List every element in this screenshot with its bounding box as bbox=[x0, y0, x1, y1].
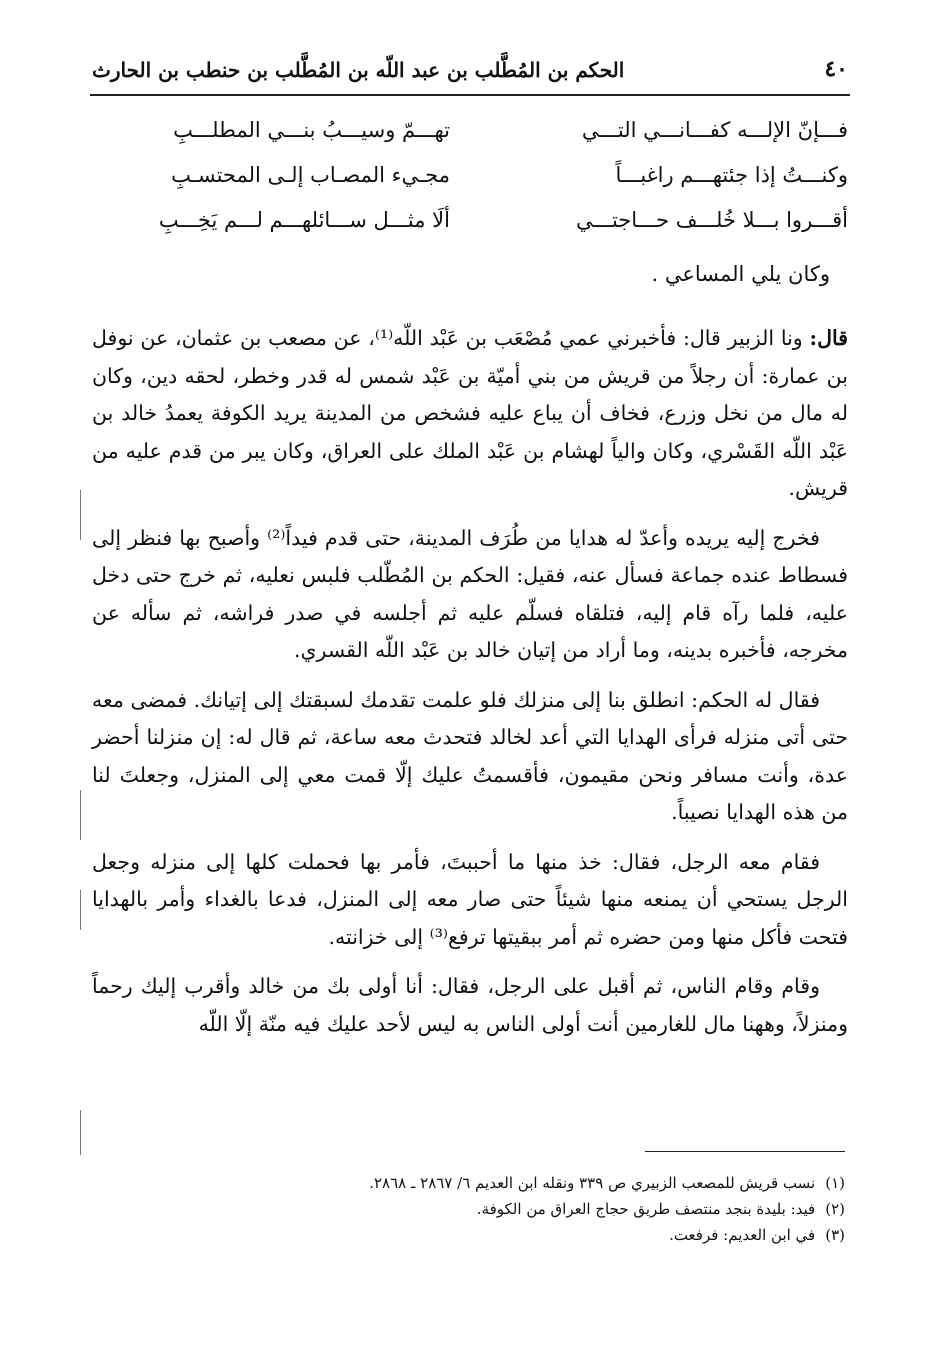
header-rule bbox=[90, 94, 850, 96]
running-title: الحكم بن المُطَّلب بن عبد اللّه بن المُطَّلب بن حنطب بن الحارث bbox=[92, 58, 625, 82]
paragraph: وقام وقام الناس، ثم أقبل على الرجل، فقال: أنا أولى بك من خالد وأقرب إليك رحماً ومنزلاً، وههنا مال للغارمين أنت أولى الناس به ليس لأحد عليك فيه منّة إلّا اللّه bbox=[92, 974, 848, 1036]
verse-second-hemistich: مجـيء المصـاب إلـى المحتسـبِ bbox=[171, 163, 450, 187]
footnote-number: (١) bbox=[825, 1174, 845, 1192]
page-header bbox=[92, 52, 848, 92]
margin-mark bbox=[80, 890, 81, 930]
footnotes bbox=[200, 1170, 845, 1248]
paragraph: فقال له الحكم: انطلق بنا إلى منزلك فلو علمت تقدمك لسبقتك إلى إتيانك. فمضى معه حتى أتى منزله فرأى الهدايا التي أعد لخالد فتحدث معه ساعة، ثم قال له: إن منزلنا أحضر عدة، وأنت مسافر ونحن مقيمون، فأقسمتُ عليك إلّا قمت معي إلى المنزل، وجعلتَ لنا من هذه الهدايا نصيباً. bbox=[92, 687, 848, 824]
footnote-text: فيد: بليدة بنجد منتصف طريق حجاج العراق من الكوفة. bbox=[476, 1200, 816, 1218]
footnote-rule bbox=[645, 1151, 845, 1152]
body-text bbox=[92, 320, 848, 1055]
footnote-number: (٣) bbox=[825, 1226, 845, 1244]
poem bbox=[110, 118, 848, 253]
poem-verse bbox=[110, 208, 848, 253]
poem-verse bbox=[110, 118, 848, 163]
verse-second-hemistich: ألَا مثـــل ســـائلهـــم لـــم يَخِـــبِ bbox=[158, 208, 450, 232]
footnote bbox=[200, 1222, 845, 1248]
poem-tail-line: وكان يلي المساعي . bbox=[651, 262, 830, 286]
footnote-number: (٢) bbox=[825, 1200, 845, 1218]
margin-mark bbox=[80, 490, 81, 540]
footnote bbox=[200, 1196, 845, 1222]
margin-mark bbox=[80, 1110, 81, 1155]
paragraph-text: ونا الزبير قال: فأخبرني عمي مُصْعَب بن عَبْد اللّه⁽¹⁾، عن مصعب بن عثمان، عن نوفل بن عمارة: أن رجلاً من قريش من بني أميّة بن عَبْد شمس له قدر وخطر، لحقه دين، وكان له مال من نخل وزرع، فخاف أن يباع عليه فشخص من المدينة يريد الكوفة يعمدُ خالد بن عَبْد اللّه القَسْري، وكان والياً لهشام بن عَبْد الملك على العراق، وكان يبر من قدم عليه من قريش. bbox=[92, 326, 848, 500]
paragraph: فخرج إليه يريده وأعدّ له هدايا من طُرَف المدينة، حتى قدم فيداً⁽²⁾ وأصبح بها فنظر إلى فسطاط عنده جماعة فسأل عنه، فقيل: الحكم بن المُطّلب فلبس نعليه، ثم خرج حتى دخل عليه، فلما رآه قام إليه، فتلقاه فسلّم عليه ثم أجلسه في صدر فراشه، ثم سأله عن مخرجه، فأخبره بدينه، وما أراد من إتيان خالد بن عَبْد اللّه القسري. bbox=[92, 525, 848, 662]
paragraph-lead: قال: bbox=[809, 326, 849, 350]
footnote-text: نسب قريش للمصعب الزبيري ص ٣٣٩ ونقله ابن العديم ٦/ ٢٨٦٧ ـ ٢٨٦٨. bbox=[369, 1174, 816, 1192]
page-number: ٤٠ bbox=[824, 56, 848, 82]
paragraph: فقام معه الرجل، فقال: خذ منها ما أحببتَ، فأمر بها فحملت كلها إلى منزله وجعل الرجل يستحي أن يمنعه منها شيئاً حتى صار معه إلى المنزل، فدعا بالغداء وأمر بالهدايا فتحت فأكل منها ومن حضره ثم أمر ببقيتها ترفع⁽³⁾ إلى خزانته. bbox=[92, 849, 848, 949]
verse-second-hemistich: تهـــمّ وسيـــبُ بنـــي المطلـــبِ bbox=[173, 118, 450, 142]
footnote-text: في ابن العديم: فرفعت. bbox=[669, 1226, 816, 1244]
margin-mark bbox=[80, 790, 81, 840]
poem-verse bbox=[110, 163, 848, 208]
verse-first-hemistich: وكنـــتُ إذا جئتهـــم راغبـــاً bbox=[615, 163, 848, 187]
paragraph bbox=[92, 320, 848, 508]
footnote bbox=[200, 1170, 845, 1196]
verse-first-hemistich: أقـــروا بـــلا خُلـــف حـــاجتـــي bbox=[576, 208, 848, 232]
verse-first-hemistich: فـــإنّ الإلـــه كفـــانـــي التـــي bbox=[581, 118, 848, 142]
